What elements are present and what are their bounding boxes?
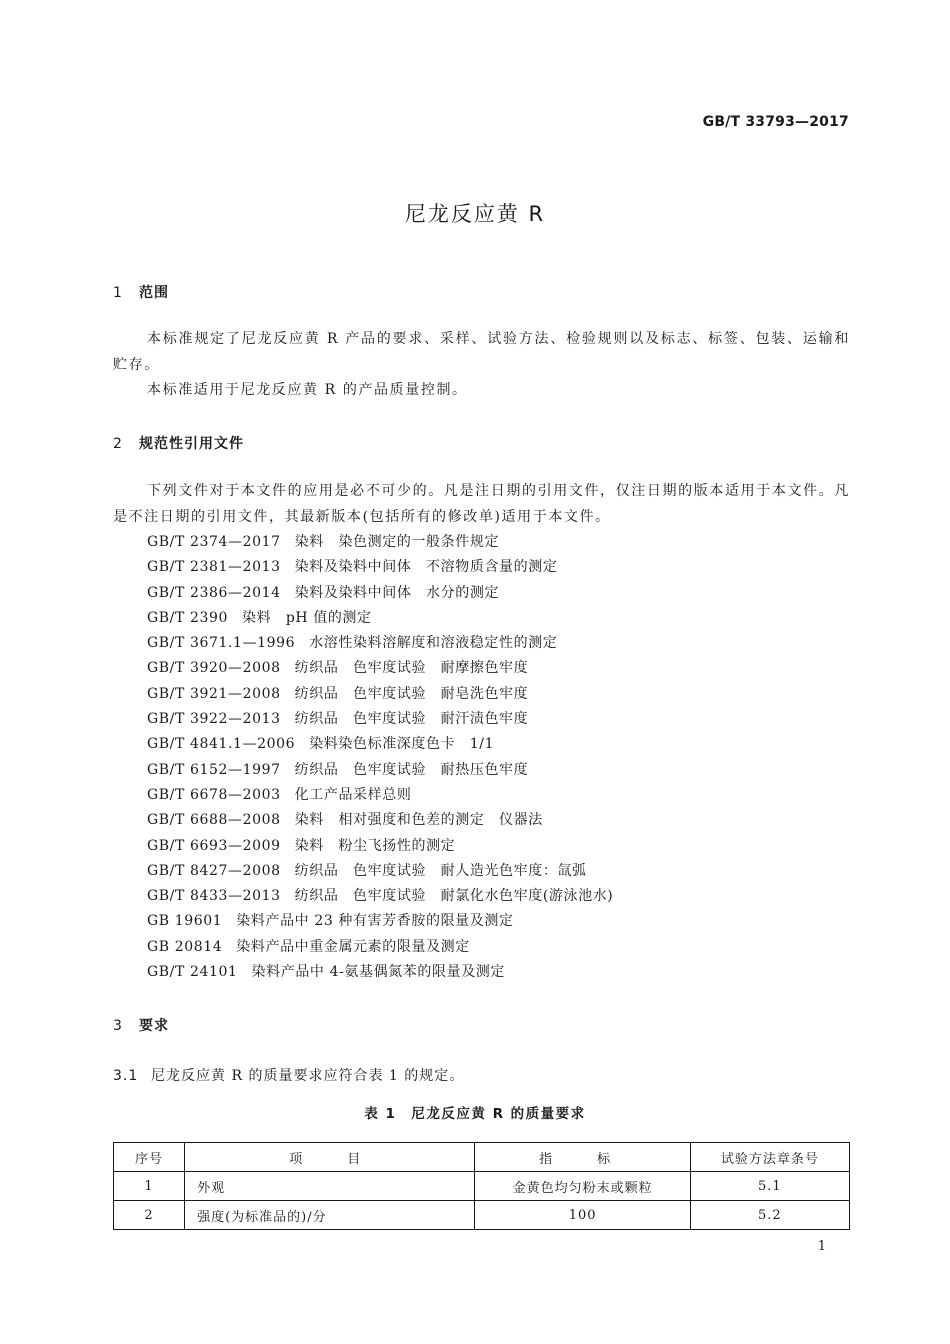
reference-code: GB 20814 xyxy=(147,938,223,955)
reference-code: GB/T 2381—2013 xyxy=(147,559,281,576)
reference-code: GB/T 3920—2008 xyxy=(147,660,281,677)
reference-item xyxy=(147,606,613,631)
reference-item xyxy=(147,884,613,909)
reference-title: 纺织品 色牢度试验 耐人造光色牢度：氙弧 xyxy=(294,862,587,879)
reference-code: GB/T 6688—2008 xyxy=(147,812,281,829)
table-caption: 表 1 尼龙反应黄 R 的质量要求 xyxy=(364,1106,586,1122)
reference-item xyxy=(147,960,613,985)
clause-text: 尼龙反应黄 R 的质量要求应符合表 1 的规定。 xyxy=(151,1068,465,1084)
cell-item: 强度(为标准品的)/分 xyxy=(185,1201,475,1230)
quality-requirements-table xyxy=(113,1142,850,1230)
reference-title: 染料 pH 值的测定 xyxy=(242,609,372,626)
section-2-number: 2 xyxy=(113,436,123,452)
reference-code: GB/T 3922—2013 xyxy=(147,711,281,728)
reference-code: GB/T 4841.1—2006 xyxy=(147,736,296,753)
header-item: 项 目 xyxy=(185,1143,475,1172)
reference-title: 纺织品 色牢度试验 耐汗渍色牢度 xyxy=(294,711,529,728)
reference-title: 纺织品 色牢度试验 耐氯化水色牢度(游泳池水) xyxy=(294,888,614,905)
cell-method: 5.2 xyxy=(690,1201,849,1230)
reference-title: 染料产品中 4-氨基偶氮苯的限量及测定 xyxy=(251,964,506,981)
reference-item xyxy=(147,935,613,960)
standard-number: GB/T 33793—2017 xyxy=(702,114,849,130)
reference-title: 水溶性染料溶解度和溶液稳定性的测定 xyxy=(309,635,558,652)
reference-code: GB/T 24101 xyxy=(147,964,238,981)
reference-code: GB/T 2386—2014 xyxy=(147,584,281,601)
reference-item xyxy=(147,530,613,555)
section-3-number: 3 xyxy=(113,1018,123,1034)
section-2-intro: 下列文件对于本文件的应用是必不可少的。凡是注日期的引用文件，仅注日期的版本适用于本文件。凡是不注日期的引用文件，其最新版本(包括所有的修改单)适用于本文件。 xyxy=(113,483,850,525)
reference-item xyxy=(147,859,613,884)
reference-item xyxy=(147,834,613,859)
clause-number: 3.1 xyxy=(113,1068,139,1084)
reference-code: GB/T 8433—2013 xyxy=(147,888,281,905)
reference-item xyxy=(147,631,613,656)
header-spec: 指 标 xyxy=(475,1143,690,1172)
reference-code: GB/T 3921—2008 xyxy=(147,685,281,702)
reference-title: 染料产品中重金属元素的限量及测定 xyxy=(236,938,470,955)
reference-title: 染料产品中 23 种有害芳香胺的限量及测定 xyxy=(236,913,514,930)
reference-item xyxy=(147,732,613,757)
table-header-row xyxy=(114,1143,850,1172)
reference-title: 纺织品 色牢度试验 耐摩擦色牢度 xyxy=(294,660,529,677)
cell-spec: 金黄色均匀粉末或颗粒 xyxy=(475,1172,690,1201)
reference-item xyxy=(147,909,613,934)
reference-item xyxy=(147,758,613,783)
section-1-number: 1 xyxy=(113,285,123,301)
section-3-heading xyxy=(113,1015,169,1035)
reference-code: GB/T 6152—1997 xyxy=(147,761,281,778)
reference-code: GB/T 2374—2017 xyxy=(147,534,281,550)
reference-code: GB/T 3671.1—1996 xyxy=(147,635,296,652)
cell-spec: 100 xyxy=(475,1201,690,1230)
section-2-heading xyxy=(113,433,244,453)
reference-title: 染料 染色测定的一般条件规定 xyxy=(294,534,500,550)
reference-code: GB 19601 xyxy=(147,913,223,930)
section-1-heading xyxy=(113,282,169,302)
reference-code: GB/T 6693—2009 xyxy=(147,837,281,854)
header-method: 试验方法章条号 xyxy=(690,1143,849,1172)
reference-code: GB/T 2390 xyxy=(147,609,229,626)
reference-title: 染料 相对强度和色差的测定 仪器法 xyxy=(294,812,543,829)
reference-item xyxy=(147,656,613,681)
cell-no: 2 xyxy=(114,1201,185,1230)
reference-title: 染料及染料中间体 不溶物质含量的测定 xyxy=(294,559,558,576)
table-row xyxy=(114,1201,850,1230)
reference-title: 染料 粉尘飞扬性的测定 xyxy=(294,837,456,854)
reference-list xyxy=(147,530,613,985)
reference-code: GB/T 6678—2003 xyxy=(147,786,281,803)
section-1-paragraph-scope: 本标准规定了尼龙反应黄 R 产品的要求、采样、试验方法、检验规则以及标志、标签、包装、运输和贮存。 xyxy=(113,331,850,373)
reference-item xyxy=(147,682,613,707)
reference-title: 化工产品采样总则 xyxy=(294,786,412,803)
section-3-title: 要求 xyxy=(139,1018,169,1034)
reference-item xyxy=(147,783,613,808)
reference-item xyxy=(147,707,613,732)
section-1-title: 范围 xyxy=(139,285,169,301)
section-2-title: 规范性引用文件 xyxy=(139,436,244,452)
reference-item xyxy=(147,555,613,580)
section-1-paragraph-applicability: 本标准适用于尼龙反应黄 R 的产品质量控制。 xyxy=(147,382,468,398)
cell-no: 1 xyxy=(114,1172,185,1201)
cell-item: 外观 xyxy=(185,1172,475,1201)
cell-method: 5.1 xyxy=(690,1172,849,1201)
reference-title: 染料及染料中间体 水分的测定 xyxy=(294,584,500,601)
header-no: 序号 xyxy=(114,1143,185,1172)
reference-code: GB/T 8427—2008 xyxy=(147,862,281,879)
reference-title: 染料染色标准深度色卡 1/1 xyxy=(309,736,495,753)
clause-3-1 xyxy=(113,1065,464,1085)
page-number: 1 xyxy=(817,1239,826,1254)
reference-title: 纺织品 色牢度试验 耐热压色牢度 xyxy=(294,761,529,778)
reference-title: 纺织品 色牢度试验 耐皂洗色牢度 xyxy=(294,685,529,702)
table-row xyxy=(114,1172,850,1201)
reference-item xyxy=(147,581,613,606)
document-title: 尼龙反应黄 R xyxy=(404,202,546,226)
reference-item xyxy=(147,808,613,833)
